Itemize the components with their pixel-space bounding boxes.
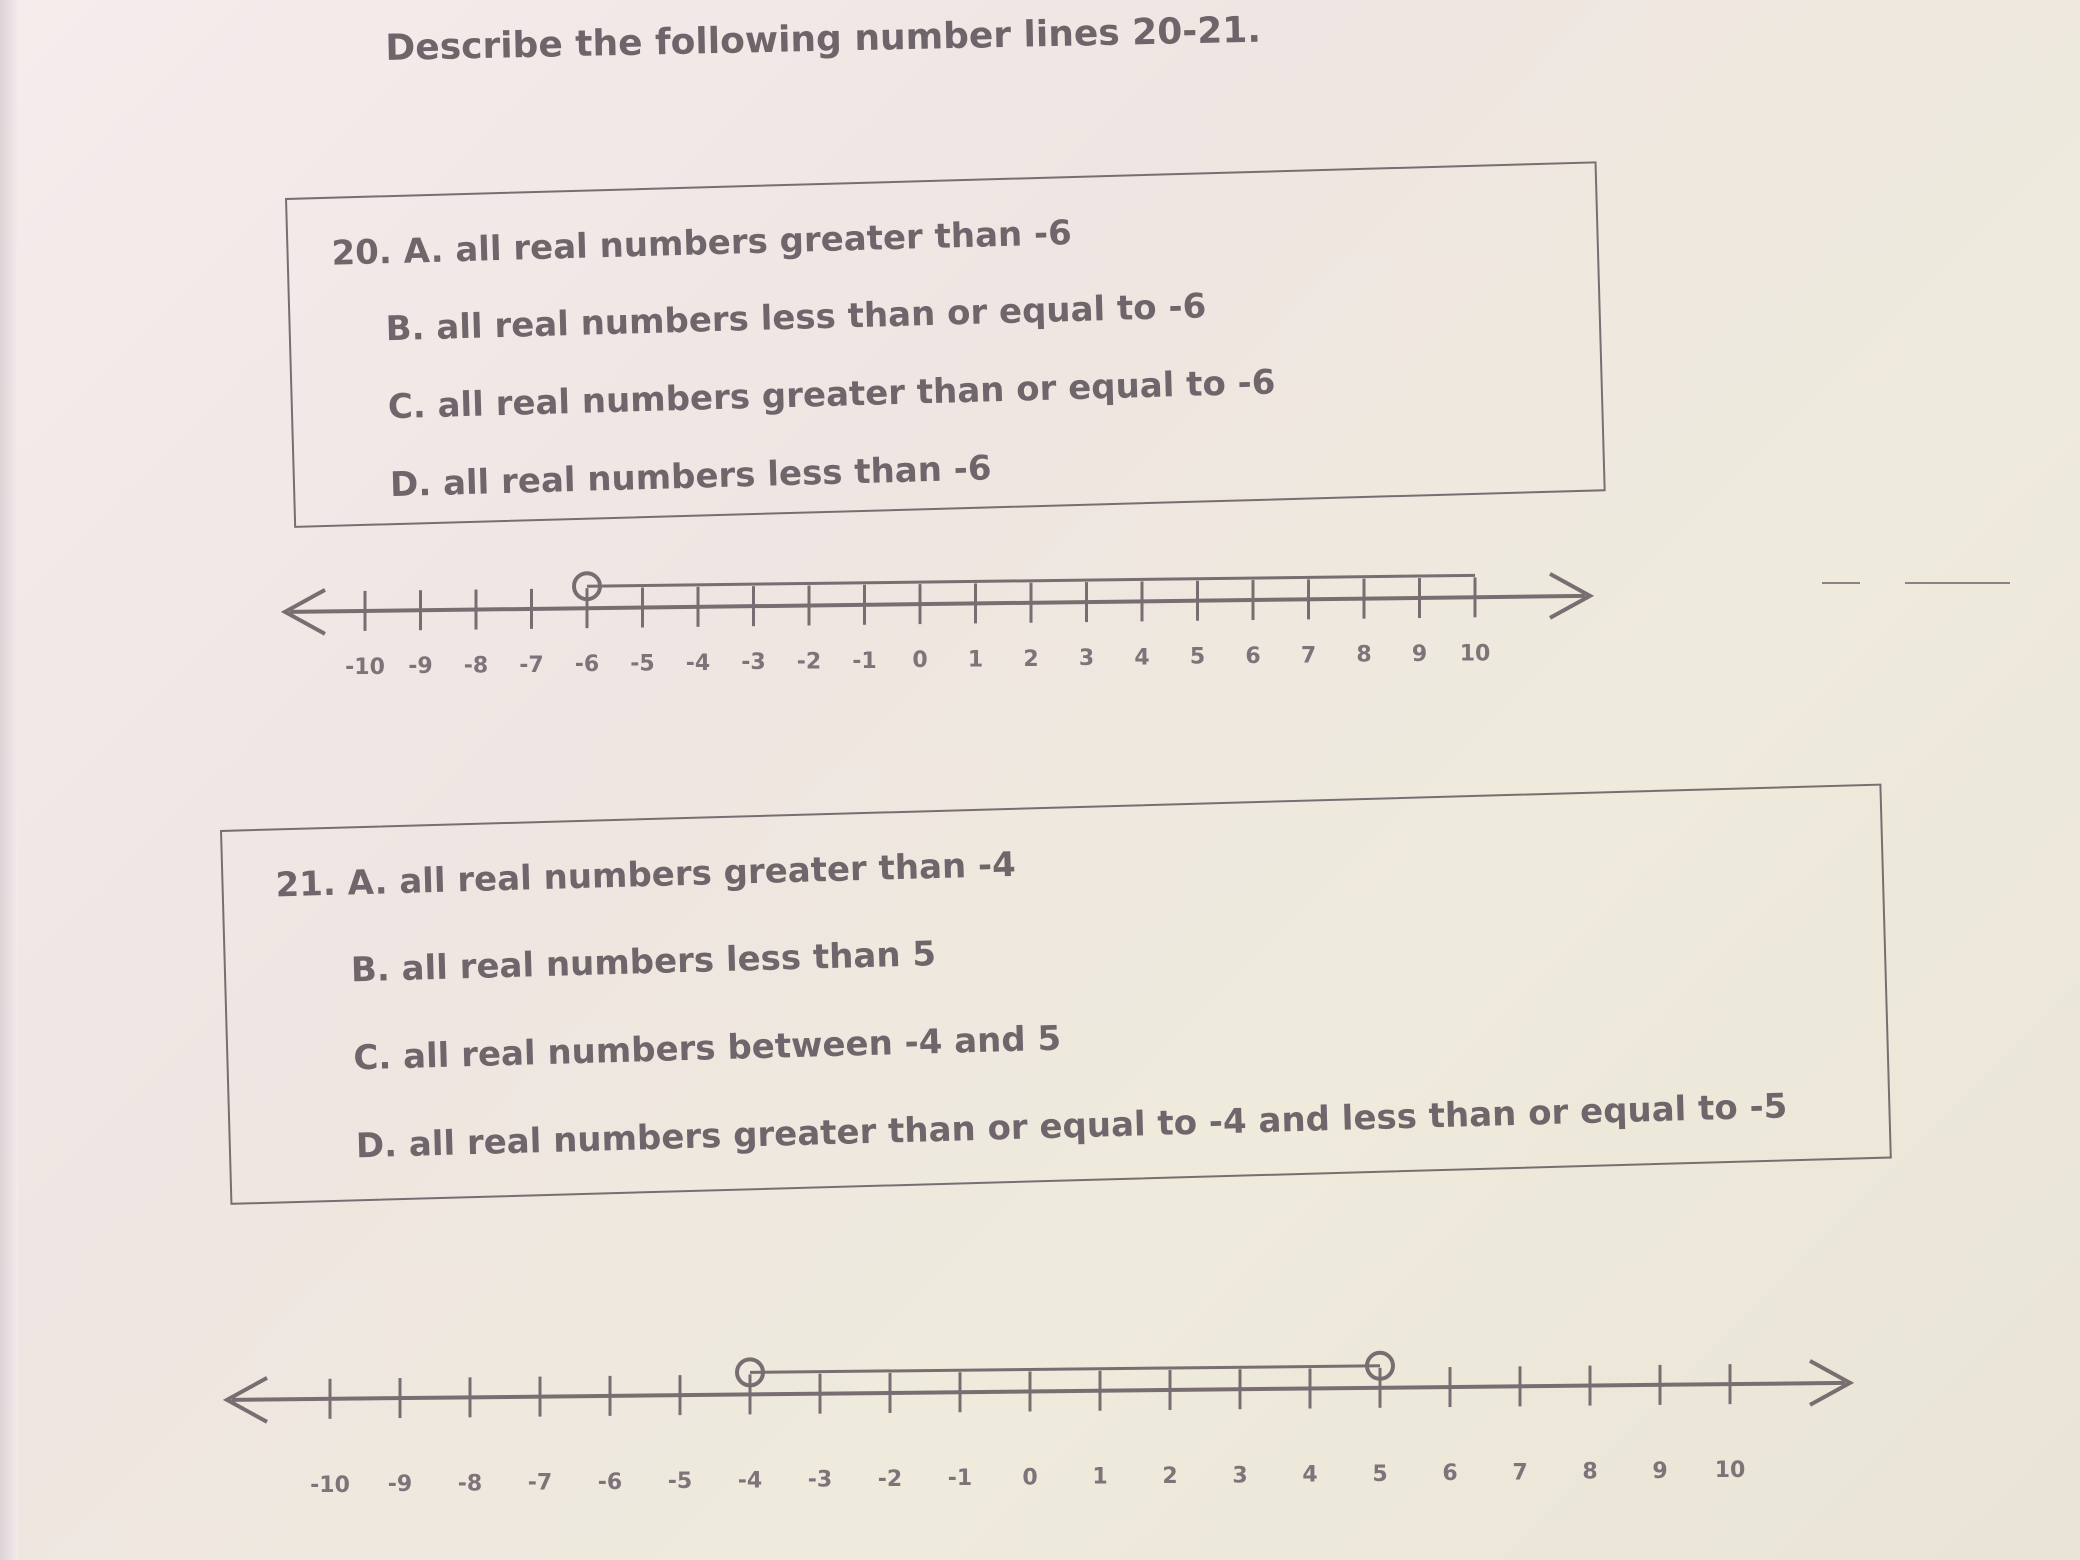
question-21-option-a — [275, 845, 1016, 906]
tick-label: 3 — [1078, 646, 1095, 672]
axis-line — [232, 1383, 1845, 1400]
question-21-box — [220, 784, 1892, 1205]
tick-label: -4 — [685, 650, 711, 676]
tick-label: 10 — [1714, 1458, 1746, 1484]
number-line-20 — [275, 555, 1605, 705]
tick-label: 6 — [1245, 644, 1261, 670]
tick-label: 5 — [1372, 1461, 1388, 1487]
tick-label: -9 — [408, 654, 433, 680]
tick-label: 4 — [1302, 1462, 1318, 1488]
number-line-21-group — [227, 1353, 1850, 1498]
paper-edge — [0, 0, 18, 1560]
tick-label: 7 — [1300, 643, 1317, 669]
tick-label: -2 — [877, 1466, 903, 1492]
tick-label: -7 — [527, 1470, 553, 1496]
question-21-option-b: B. all real numbers less than 5 — [350, 934, 937, 991]
tick-label: 3 — [1232, 1463, 1248, 1489]
page-title: Describe the following number lines 20-21. — [385, 9, 1262, 69]
tick-label: -7 — [519, 652, 544, 678]
tick-label: -8 — [463, 653, 489, 679]
question-21-number: 21. — [275, 863, 337, 906]
tick-label: -6 — [574, 652, 600, 678]
tick-label: 8 — [1582, 1459, 1598, 1485]
question-21-option-d: D. all real numbers greater than or equal to -4 and less than or equal to -5 — [355, 1086, 1788, 1167]
question-20-option-a-text: A. all real numbers greater than -6 — [403, 213, 1073, 272]
tick-label: 0 — [912, 648, 928, 674]
tick-label: -5 — [667, 1469, 693, 1495]
axis-line — [290, 596, 1585, 612]
tick-label: 9 — [1652, 1458, 1668, 1484]
tick-label: 8 — [1356, 642, 1372, 668]
tick-label: -1 — [947, 1466, 973, 1492]
question-21-option-c: C. all real numbers between -4 and 5 — [352, 1018, 1062, 1079]
tick-label: -3 — [741, 650, 766, 676]
shaded-segment — [750, 1366, 1380, 1373]
answer-blank-line — [1905, 582, 2010, 584]
tick-label: -2 — [796, 649, 822, 675]
tick-label: 7 — [1512, 1460, 1528, 1486]
question-20-option-a — [331, 213, 1072, 274]
tick-label: -1 — [852, 648, 877, 674]
tick-label: -3 — [807, 1467, 833, 1493]
question-20-option-d: D. all real numbers less than -6 — [389, 448, 993, 506]
tick-label: 2 — [1162, 1463, 1178, 1489]
tick-label: 1 — [1092, 1464, 1108, 1490]
question-20-option-c: C. all real numbers greater than or equal to -6 — [387, 362, 1276, 428]
answer-blank-line — [1822, 582, 1860, 584]
tick-label: 1 — [967, 647, 984, 673]
tick-label: -5 — [630, 651, 655, 677]
tick-label: 0 — [1022, 1465, 1038, 1491]
tick-label: -8 — [457, 1471, 483, 1497]
tick-label: -10 — [345, 654, 385, 680]
tick-label: -9 — [387, 1472, 413, 1498]
question-20-box — [285, 161, 1606, 528]
tick-label: 4 — [1134, 645, 1150, 671]
tick-label: 2 — [1023, 646, 1039, 672]
question-21-option-a-text: A. all real numbers greater than -4 — [347, 844, 1017, 904]
number-line-21 — [215, 1318, 1865, 1508]
tick-label: 6 — [1442, 1461, 1458, 1487]
tick-label: -10 — [310, 1472, 350, 1498]
question-20-option-b: B. all real numbers less than or equal to -6 — [385, 286, 1207, 350]
tick-label: 5 — [1189, 644, 1206, 670]
question-20-number: 20. — [331, 232, 393, 274]
tick-label: 10 — [1459, 641, 1491, 667]
tick-label: -4 — [737, 1468, 763, 1494]
tick-label: -6 — [597, 1469, 623, 1495]
tick-label: 9 — [1411, 642, 1428, 668]
number-line-20-group — [285, 573, 1590, 680]
